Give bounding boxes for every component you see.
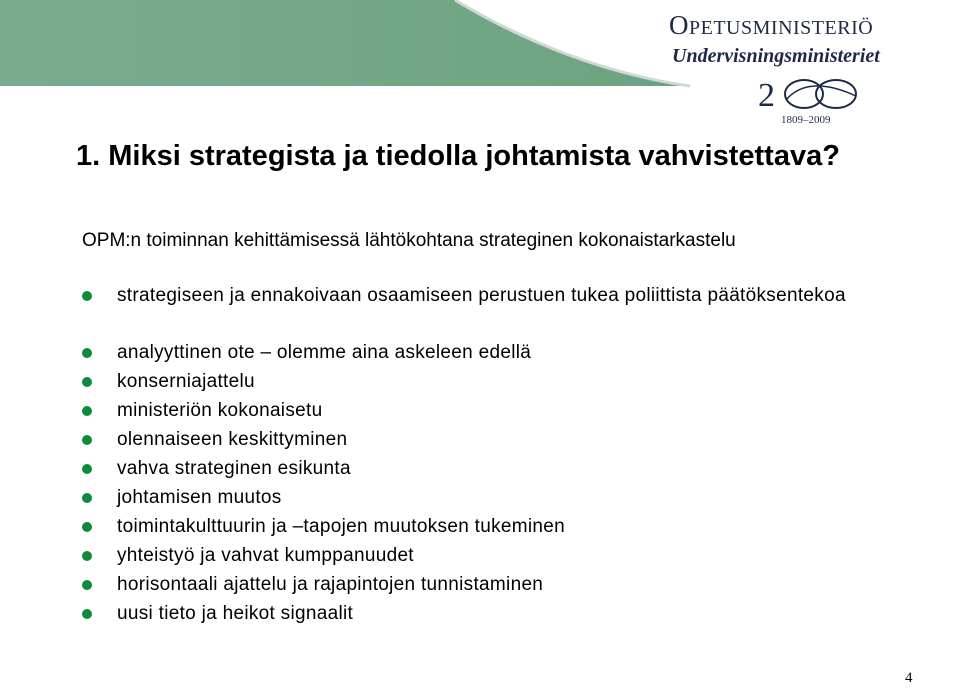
- anniversary-years: 1809–2009: [781, 114, 831, 126]
- bullet-text: toimintakulttuurin ja –tapojen muutoksen tukeminen: [117, 516, 566, 537]
- bullet-dot-icon: [82, 291, 92, 301]
- org-name-rest: PETUSMINISTERIÖ: [689, 17, 874, 39]
- org-name-initial: O: [669, 10, 689, 40]
- bullet-dot-icon: [82, 406, 92, 416]
- bullet-dot-icon: [82, 551, 92, 561]
- bullet-dot-icon: [82, 580, 92, 590]
- bullet-text: analyyttinen ote – olemme aina askeleen edellä: [117, 342, 532, 363]
- page-number: 4: [905, 670, 913, 686]
- svg-text:2: 2: [758, 77, 775, 114]
- bullet-text: uusi tieto ja heikot signaalit: [117, 603, 354, 624]
- bullet-text: vahva strateginen esikunta: [117, 458, 351, 479]
- anniversary-200-logo: [756, 74, 868, 116]
- bullet-text: konserniajattelu: [117, 371, 255, 392]
- bullet-text: strategiseen ja ennakoivaan osaamiseen perustuen tukea poliittista päätöksentekoa: [117, 285, 846, 306]
- bullet-text: yhteistyö ja vahvat kumppanuudet: [117, 545, 414, 566]
- bullet-dot-icon: [82, 377, 92, 387]
- org-name: [669, 10, 873, 41]
- bullet-dot-icon: [82, 348, 92, 358]
- slide-title: 1. Miksi strategista ja tiedolla johtamista vahvistettava?: [76, 140, 840, 172]
- bullet-dot-icon: [82, 493, 92, 503]
- bullet-dot-icon: [82, 609, 92, 619]
- bullet-text: johtamisen muutos: [117, 487, 282, 508]
- org-subtitle: Undervisningsministeriet: [672, 45, 880, 67]
- bullet-text: horisontaali ajattelu ja rajapintojen tunnistaminen: [117, 574, 544, 595]
- intro-text: OPM:n toiminnan kehittämisessä lähtökohtana strateginen kokonaistarkastelu: [82, 230, 736, 251]
- bullet-dot-icon: [82, 522, 92, 532]
- bullet-text: ministeriön kokonaisetu: [117, 400, 323, 421]
- bullet-text: olennaiseen keskittyminen: [117, 429, 348, 450]
- bullet-dot-icon: [82, 464, 92, 474]
- bullet-dot-icon: [82, 435, 92, 445]
